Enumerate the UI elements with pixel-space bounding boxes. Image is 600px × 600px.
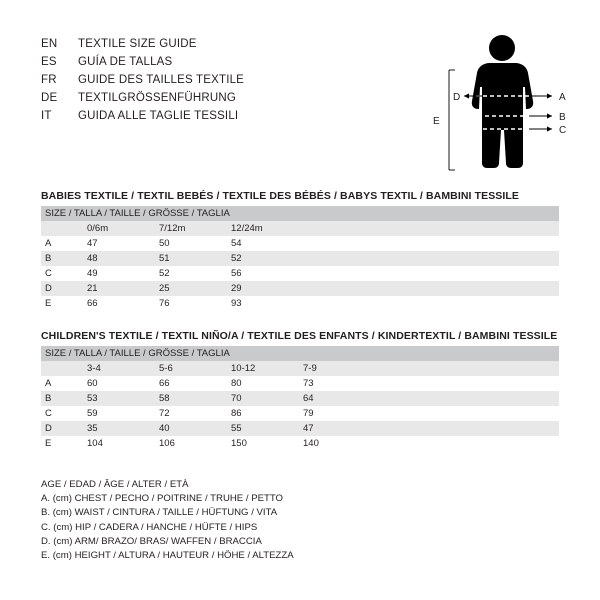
language-code-en: EN (41, 38, 58, 50)
measurement-figure (425, 30, 575, 190)
children-row-2-val-1: 72 (155, 406, 227, 421)
babies-table-band-row (41, 206, 559, 221)
babies-size-table (41, 206, 559, 311)
legend-line-c: C. (cm) HIP / CADERA / HANCHE / HÜFTE / HIPS (41, 521, 258, 533)
children-col-blank (371, 361, 559, 376)
language-text-fr: GUIDE DES TAILLES TEXTILE (78, 74, 245, 86)
children-row-4-val-1: 106 (155, 436, 227, 451)
children-row-3-val-2: 55 (227, 421, 299, 436)
children-row-0-label: A (41, 376, 83, 391)
babies-corner-cell (41, 221, 83, 236)
children-table-band-row (41, 346, 559, 361)
children-row-1-val-3: 64 (299, 391, 371, 406)
children-row-0-val-0: 60 (83, 376, 155, 391)
children-col-1: 5-6 (155, 361, 227, 376)
table-row (41, 236, 559, 251)
children-row-4-val-2: 150 (227, 436, 299, 451)
children-col-3: 7-9 (299, 361, 371, 376)
babies-row-4-blank (299, 296, 559, 311)
table-row (41, 391, 559, 406)
language-row-fr (41, 74, 341, 92)
table-row (41, 281, 559, 296)
babies-subhead: SIZE / TALLA / TAILLE / GRÖSSE / TAGLIA (41, 206, 559, 221)
table-row (41, 406, 559, 421)
babies-row-3-val-1: 25 (155, 281, 227, 296)
measurement-legend (41, 478, 294, 563)
children-column-header-row (41, 361, 559, 376)
children-row-3-val-1: 40 (155, 421, 227, 436)
children-row-0-blank (371, 376, 559, 391)
language-text-it: GUIDA ALLE TAGLIE TESSILI (78, 110, 239, 122)
babies-col-1: 7/12m (155, 221, 227, 236)
children-row-0-val-2: 80 (227, 376, 299, 391)
children-section-title: CHILDREN'S TEXTILE / TEXTIL NIÑO/A / TEXTILE DES ENFANTS / KINDERTEXTIL / BAMBINI TESSILE (41, 330, 558, 342)
figure-label-d: D (453, 92, 461, 103)
language-row-de (41, 92, 341, 110)
babies-col-blank (299, 221, 559, 236)
children-row-2-label: C (41, 406, 83, 421)
babies-row-0-val-1: 50 (155, 236, 227, 251)
language-code-de: DE (41, 92, 58, 104)
babies-row-2-val-0: 49 (83, 266, 155, 281)
babies-row-3-val-0: 21 (83, 281, 155, 296)
language-code-fr: FR (41, 74, 57, 86)
language-row-it (41, 110, 341, 128)
children-row-4-val-3: 140 (299, 436, 371, 451)
legend-line-a: A. (cm) CHEST / PECHO / POITRINE / TRUHE / PETTO (41, 493, 284, 505)
table-row (41, 436, 559, 451)
babies-row-0-label: A (41, 236, 83, 251)
children-row-4-label: E (41, 436, 83, 451)
children-row-0-val-3: 73 (299, 376, 371, 391)
babies-row-0-val-0: 47 (83, 236, 155, 251)
babies-col-0: 0/6m (83, 221, 155, 236)
child-silhouette-icon (425, 30, 575, 190)
babies-row-4-val-1: 76 (155, 296, 227, 311)
babies-row-2-val-1: 52 (155, 266, 227, 281)
children-col-0: 3-4 (83, 361, 155, 376)
language-row-en (41, 38, 341, 56)
children-row-2-val-3: 79 (299, 406, 371, 421)
figure-label-c: C (559, 125, 567, 136)
children-subhead: SIZE / TALLA / TAILLE / GRÖSSE / TAGLIA (41, 346, 559, 361)
children-row-0-val-1: 66 (155, 376, 227, 391)
babies-col-2: 12/24m (227, 221, 299, 236)
legend-line-age: AGE / EDAD / ÂGE / ALTER / ETÀ (41, 479, 189, 490)
figure-label-b: B (559, 112, 566, 123)
children-row-1-val-1: 58 (155, 391, 227, 406)
legend-line-b: B. (cm) WAIST / CINTURA / TAILLE / HÜFTUNG / VITA (41, 507, 278, 519)
language-text-en: TEXTILE SIZE GUIDE (78, 38, 197, 50)
children-row-1-blank (371, 391, 559, 406)
babies-section-title: BABIES TEXTILE / TEXTIL BEBÉS / TEXTILE DES BÉBÉS / BABYS TEXTIL / BAMBINI TESSILE (41, 190, 520, 202)
babies-row-1-val-1: 51 (155, 251, 227, 266)
babies-column-header-row (41, 221, 559, 236)
children-row-1-val-2: 70 (227, 391, 299, 406)
legend-line-d: D. (cm) ARM/ BRAZO/ BRAS/ WAFFEN / BRACCIA (41, 535, 262, 547)
babies-row-1-blank (299, 251, 559, 266)
children-row-4-val-0: 104 (83, 436, 155, 451)
table-row (41, 421, 559, 436)
babies-row-2-blank (299, 266, 559, 281)
language-code-it: IT (41, 110, 52, 122)
children-row-3-blank (371, 421, 559, 436)
babies-row-4-val-0: 66 (83, 296, 155, 311)
babies-row-2-label: C (41, 266, 83, 281)
babies-row-2-val-2: 56 (227, 266, 299, 281)
babies-row-3-val-2: 29 (227, 281, 299, 296)
children-col-2: 10-12 (227, 361, 299, 376)
babies-row-1-val-2: 52 (227, 251, 299, 266)
legend-line-e: E. (cm) HEIGHT / ALTURA / HAUTEUR / HÖHE / ALTEZZA (41, 550, 294, 562)
children-row-1-val-0: 53 (83, 391, 155, 406)
babies-row-4-label: E (41, 296, 83, 311)
children-row-2-blank (371, 406, 559, 421)
language-code-es: ES (41, 56, 57, 68)
table-row (41, 251, 559, 266)
babies-row-3-blank (299, 281, 559, 296)
babies-row-3-label: D (41, 281, 83, 296)
babies-row-1-label: B (41, 251, 83, 266)
table-row (41, 266, 559, 281)
children-row-3-val-0: 35 (83, 421, 155, 436)
figure-label-e: E (433, 116, 440, 127)
children-row-4-blank (371, 436, 559, 451)
children-size-table (41, 346, 559, 451)
babies-row-1-val-0: 48 (83, 251, 155, 266)
language-text-es: GUÍA DE TALLAS (78, 56, 173, 68)
figure-label-a: A (559, 92, 566, 103)
children-row-2-val-2: 86 (227, 406, 299, 421)
table-row (41, 376, 559, 391)
language-row-es (41, 56, 341, 74)
children-row-2-val-0: 59 (83, 406, 155, 421)
children-row-3-label: D (41, 421, 83, 436)
language-text-de: TEXTILGRÖSSENFÜHRUNG (78, 92, 236, 104)
children-row-1-label: B (41, 391, 83, 406)
babies-row-4-val-2: 93 (227, 296, 299, 311)
children-corner-cell (41, 361, 83, 376)
babies-row-0-blank (299, 236, 559, 251)
babies-row-0-val-2: 54 (227, 236, 299, 251)
language-title-block (41, 38, 341, 128)
table-row (41, 296, 559, 311)
children-row-3-val-3: 47 (299, 421, 371, 436)
